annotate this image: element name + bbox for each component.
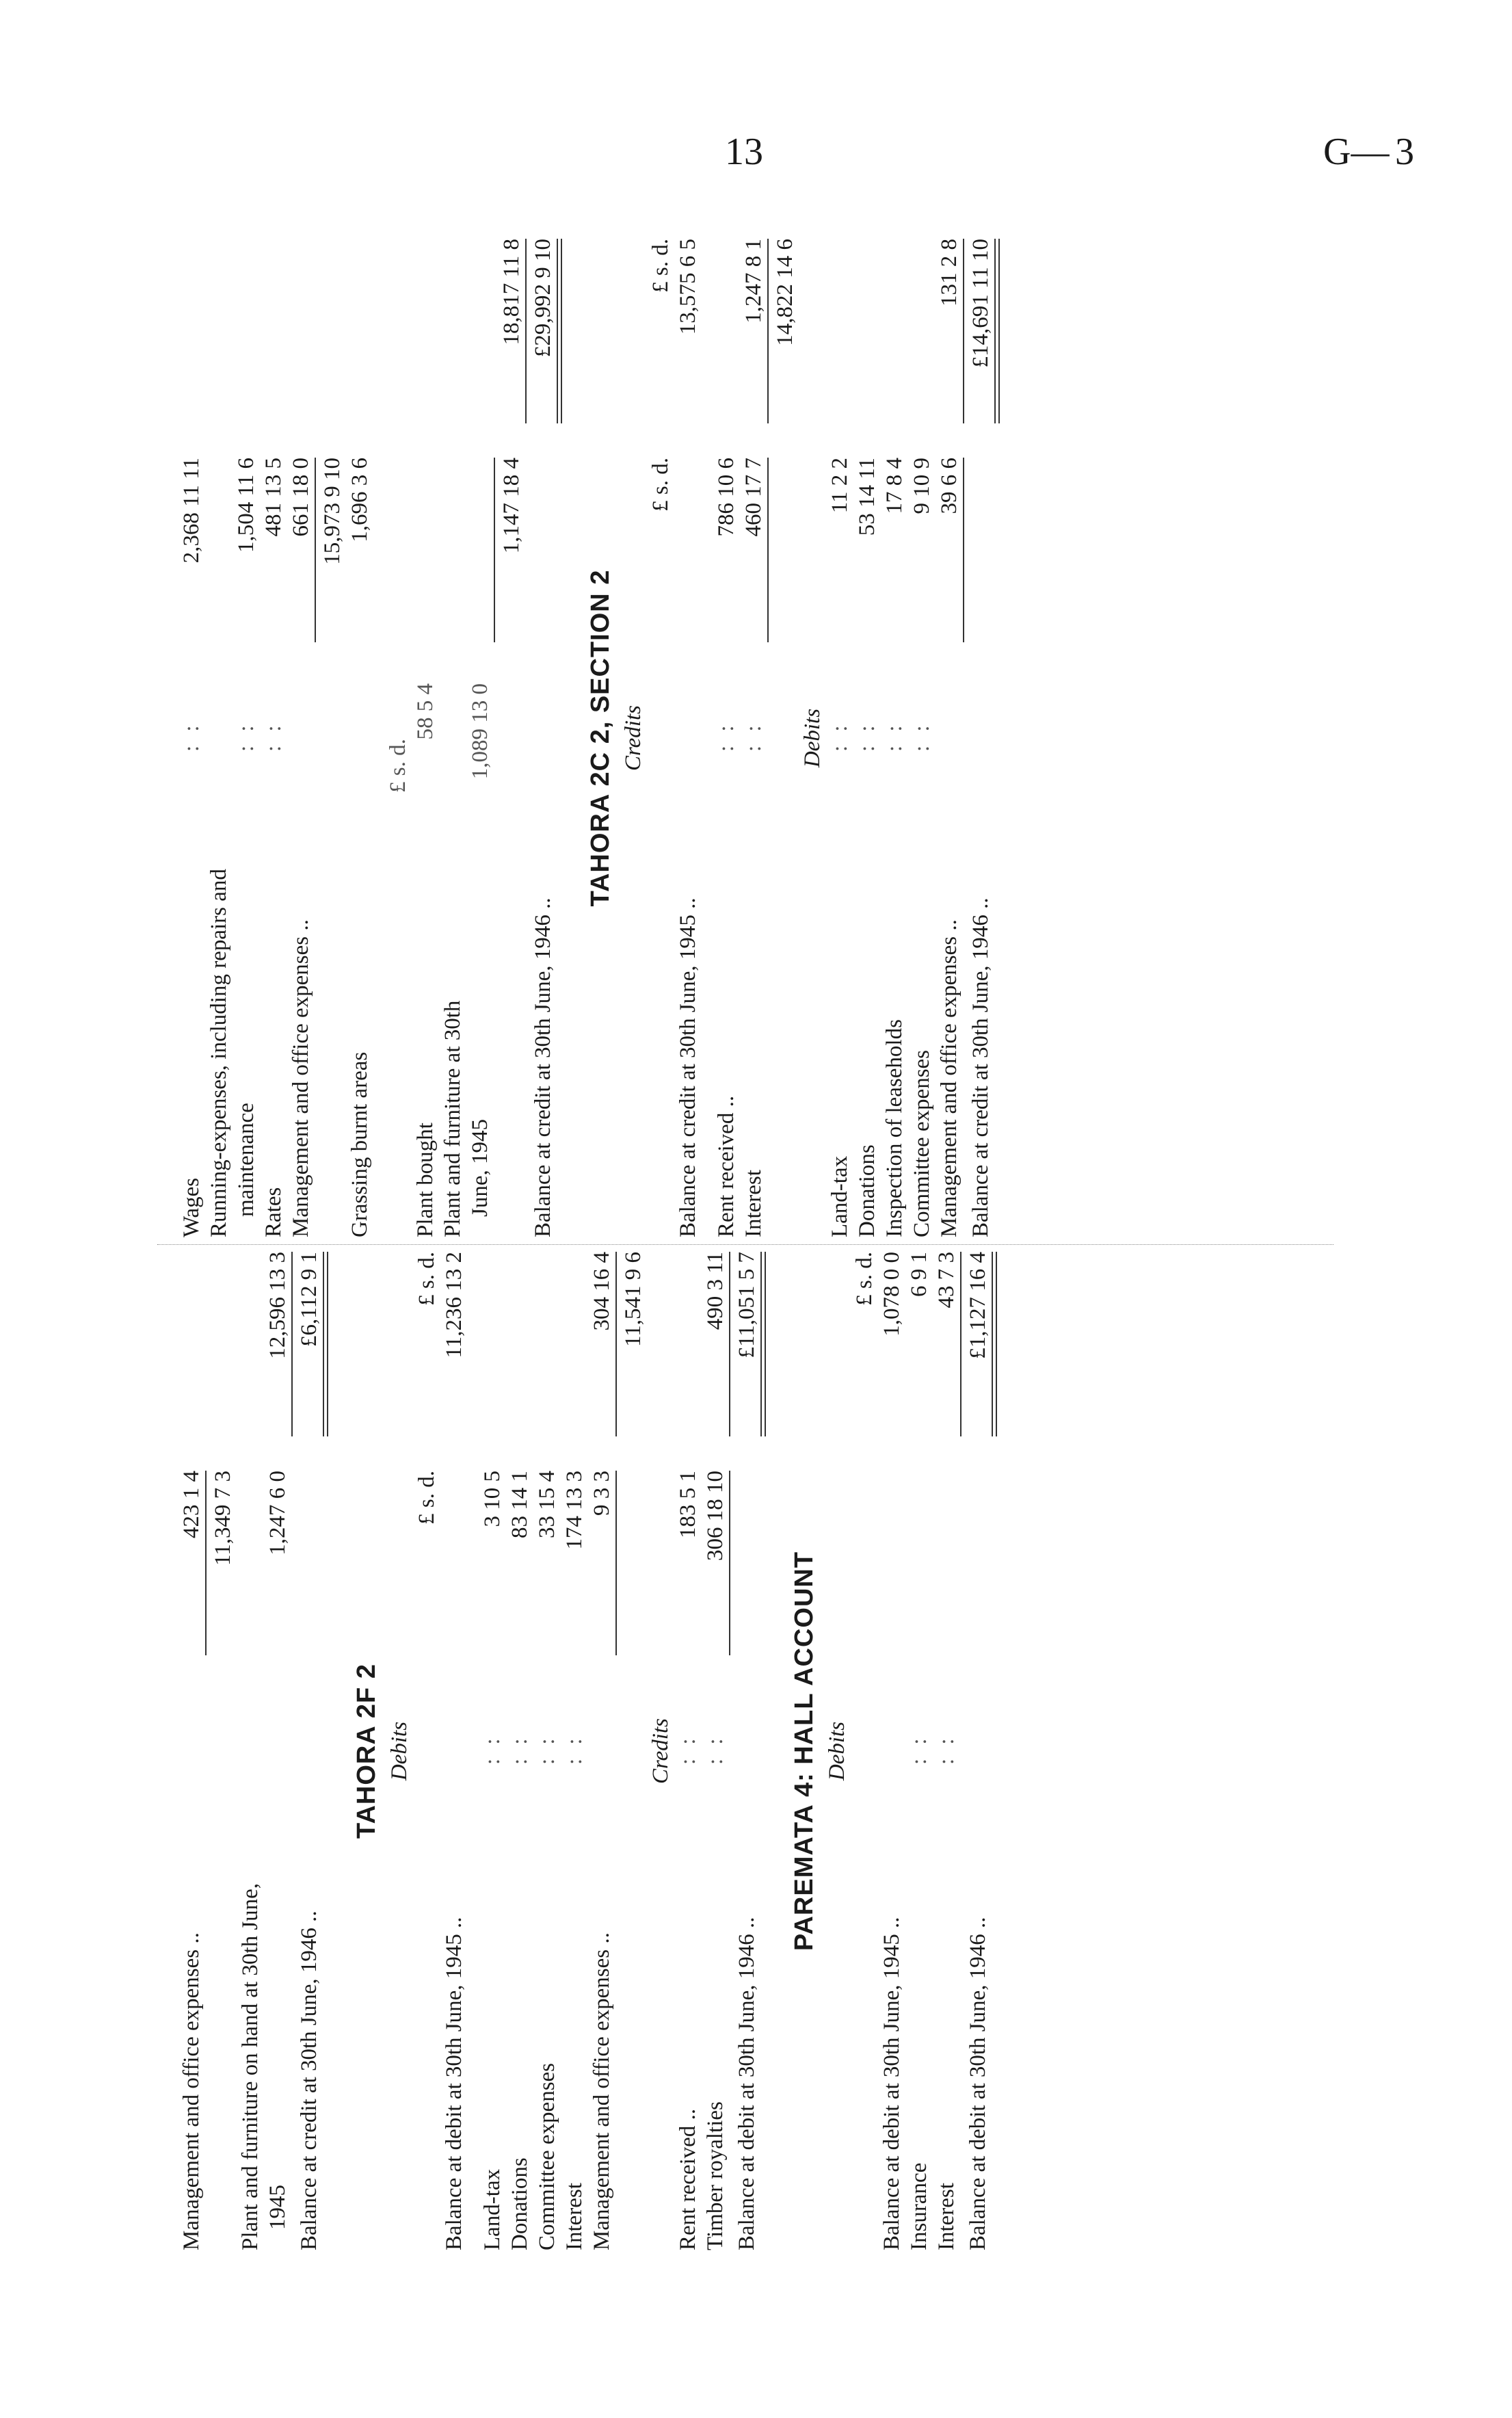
table-row: [620, 1245, 647, 2257]
lsd-header: £ s. d.: [414, 1471, 439, 1525]
amount: 33 15 4: [535, 1471, 559, 1538]
amount: 786 10 6: [714, 458, 739, 537]
amount-total: 14,822 14 6: [773, 239, 797, 346]
row-label: Donations: [855, 1144, 879, 1237]
amount-total: 12,596 13 3: [265, 1252, 290, 1359]
left-column: [157, 1245, 1334, 2257]
section-title: TAHORA 2C 2, SECTION 2: [586, 569, 615, 907]
section-subtitle: Debits: [387, 1721, 412, 1781]
table-row: [936, 232, 963, 1244]
amount-total: £6,112 9 1: [297, 1252, 321, 1348]
row-label: Balance at credit at 30th June, 1946 ..: [297, 1910, 321, 2250]
row-label: Plant and furniture at 30th: [440, 1000, 465, 1237]
page-reference: G—: [1323, 131, 1390, 173]
table-row: [319, 232, 346, 1244]
table-row: [412, 232, 439, 1244]
amount-total: 18,817 11 8: [499, 239, 524, 345]
section-subtitle: Credits: [621, 705, 646, 771]
page-number: 13: [725, 131, 763, 173]
row-label: Balance at credit at 30th June, 1946 ..: [531, 897, 555, 1237]
row-label: maintenance: [234, 1103, 258, 1217]
amount: 423 1 4: [179, 1471, 204, 1538]
table-row: [466, 232, 494, 1244]
amount: 1,147 18 4: [499, 458, 524, 554]
amount: 1,696 3 6: [347, 458, 372, 542]
row-label: Rent received ..: [714, 1095, 739, 1237]
row-label: Balance at debit at 30th June, 1946 ..: [734, 1917, 759, 2250]
row-label: Interest: [741, 1170, 766, 1237]
amount-total: 11,541 9 6: [621, 1252, 646, 1348]
amount: 1,504 11 6: [234, 458, 258, 553]
amount-total: £1,127 16 4: [966, 1252, 990, 1359]
amount: 1,247 6 0: [265, 1471, 290, 1555]
table-row: [287, 232, 315, 1244]
lsd-header: £ s. d.: [852, 1252, 877, 1306]
lsd-header: £ s. d.: [414, 1252, 439, 1306]
amount: 460 17 7: [741, 458, 766, 537]
amount-total: 1,247 8 1: [741, 239, 766, 324]
table-row: Rates : : 481 13 5: [261, 458, 286, 1237]
amount-total: 131 2 8: [937, 239, 961, 306]
table-row: Donations : : 83 14 1: [507, 1471, 532, 2250]
table-row: Interest : : 460 17 7 1,247 8 1: [741, 239, 766, 1237]
row-label: Rent received ..: [676, 2108, 700, 2250]
row-label: Interest: [934, 2183, 959, 2250]
row-label: Plant and furniture on hand at 30th June,: [238, 1882, 263, 2250]
amount-total: 304 16 4: [589, 1252, 614, 1331]
section-title: PAREMATA 4: HALL ACCOUNT: [790, 1551, 819, 1952]
row-label: Grassing burnt areas: [347, 1051, 372, 1237]
amount: 11,349 7 3: [211, 1471, 235, 1566]
table-row: [674, 232, 702, 1244]
row-label: Balance at credit at 30th June, 1945 ..: [676, 897, 700, 1237]
row-label: Interest: [562, 2183, 587, 2250]
row-label: Balance at debit at 30th June, 1945 ..: [442, 1917, 466, 2250]
rotated-accounts-table: [157, 239, 1334, 2257]
table-row: [209, 1245, 237, 2257]
amount: 183 5 1: [676, 1471, 700, 1538]
row-label: Plant bought: [413, 1122, 438, 1237]
row-label: June, 1945: [468, 1119, 492, 1217]
table-row: [205, 232, 233, 1244]
amount-total: 43 7 3: [934, 1252, 959, 1309]
amount-total: £29,992 9 10: [531, 239, 555, 358]
row-label: Management and office expenses ..: [289, 919, 313, 1237]
section-subtitle: Debits: [800, 708, 825, 768]
amount: 9 10 9: [910, 458, 934, 514]
table-row: [964, 1245, 992, 2257]
table-row: [439, 232, 466, 1244]
table-row: Inspection of leaseholds : : 17 8 4: [882, 458, 907, 1237]
table-row: Interest : : 174 13 3: [562, 1471, 587, 2250]
table-row: [647, 232, 674, 1244]
lsd-header: £ s. d.: [648, 458, 673, 512]
row-label: Donations: [507, 2157, 532, 2250]
lsd-header: £ s. d.: [648, 239, 673, 293]
row-label: Inspection of leaseholds: [882, 1019, 907, 1237]
amount: 83 14 1: [507, 1471, 532, 1538]
table-row: [851, 1245, 878, 2257]
table-row: maintenance : : 1,504 11 6: [234, 458, 258, 1217]
table-row: [346, 232, 373, 1244]
amount-total: 13,575 6 5: [676, 239, 700, 335]
row-label: Balance at credit at 30th June, 1946 ..: [968, 897, 993, 1237]
row-label: Land-tax: [480, 2168, 505, 2250]
row-label: Committee expenses: [535, 2062, 559, 2250]
section-subtitle: Debits: [825, 1721, 849, 1781]
amount: 39 6 6: [937, 458, 961, 514]
table-row: Committee expenses : : 9 10 9: [910, 458, 934, 1237]
amount: 481 13 5: [261, 458, 286, 537]
table-row: Wages : : 2,368 11 11: [179, 458, 204, 1237]
table-row: Donations : : 53 14 11: [855, 458, 879, 1237]
page-reference-number: 3: [1395, 131, 1414, 173]
table-row: [878, 1245, 905, 2257]
amount: 1,089 13 0: [468, 683, 492, 780]
amount: 15,973 9 10: [320, 458, 345, 565]
table-row: Committee expenses : : 33 15 4: [535, 1471, 559, 2250]
amount: 3 10 5: [480, 1471, 505, 1527]
table-row: [967, 232, 994, 1244]
row-label: 1945: [265, 2185, 290, 2230]
table-row: [413, 1245, 440, 2257]
table-row: Land-tax : : 3 10 5: [480, 1471, 505, 2250]
row-label: Wages: [179, 1177, 204, 1237]
row-label: Land-tax: [827, 1155, 852, 1237]
amount: 306 18 10: [703, 1471, 728, 1561]
table-row: [771, 232, 799, 1244]
table-row: Rent received .. : : 786 10 6: [714, 458, 739, 1237]
amount-total: 1,078 0 0: [879, 1252, 904, 1337]
table-row: [295, 1245, 323, 2257]
row-label: Balance at debit at 30th June, 1946 ..: [966, 1917, 990, 2250]
section-title: TAHORA 2F 2: [352, 1664, 381, 1839]
right-column: [157, 232, 1334, 1245]
section-subtitle: Credits: [648, 1718, 673, 1784]
table-row: [264, 1245, 291, 2257]
amount: 58 5 4: [413, 683, 438, 740]
row-label: Rates: [261, 1187, 286, 1237]
table-row: Rent received .. : : 183 5 1: [676, 1471, 700, 2250]
amount-total: 11,236 13 2: [442, 1252, 466, 1358]
row-label: Management and office expenses ..: [589, 1932, 614, 2250]
amount-total: £11,051 5 7: [734, 1252, 759, 1358]
amount: 2,368 11 11: [179, 458, 204, 564]
amount: 17 8 4: [882, 458, 907, 514]
table-row: [384, 232, 412, 1244]
row-label: Timber royalties: [703, 2101, 728, 2250]
table-row: [733, 1245, 760, 2257]
table-row: [440, 1245, 468, 2257]
row-label: Management and office expenses ..: [179, 1932, 204, 2250]
table-row: [529, 232, 557, 1244]
row-label: Committee expenses: [910, 1049, 934, 1237]
row-label: Management and office expenses ..: [937, 919, 961, 1237]
amount: 174 13 3: [562, 1471, 587, 1550]
row-label: Insurance: [907, 2162, 931, 2250]
table-row: [178, 1245, 205, 2257]
amount: 53 14 11: [855, 458, 879, 536]
table-row: Timber royalties : : 306 18 10 490 3 11: [703, 1252, 728, 2250]
table-row: [237, 1245, 264, 2257]
amount-total: £14,691 11 10: [968, 239, 993, 368]
table-row: Land-tax : : 11 2 2: [827, 458, 852, 1237]
row-label: Running-expenses, including repairs and: [207, 869, 231, 1237]
amount: 661 18 0: [289, 458, 313, 537]
table-row: [588, 1245, 615, 2257]
table-row: Insurance : : 6 9 1: [907, 1252, 931, 2250]
amount: 11 2 2: [827, 458, 852, 514]
table-row: Interest : : 43 7 3: [934, 1252, 959, 2250]
amount-total: 6 9 1: [907, 1252, 931, 1297]
lsd-header: £ s. d.: [386, 739, 410, 793]
row-label: Balance at debit at 30th June, 1945 ..: [879, 1917, 904, 2250]
amount-total: 490 3 11: [703, 1252, 728, 1330]
table-row: [498, 232, 525, 1244]
amount: 9 3 3: [589, 1471, 614, 1516]
